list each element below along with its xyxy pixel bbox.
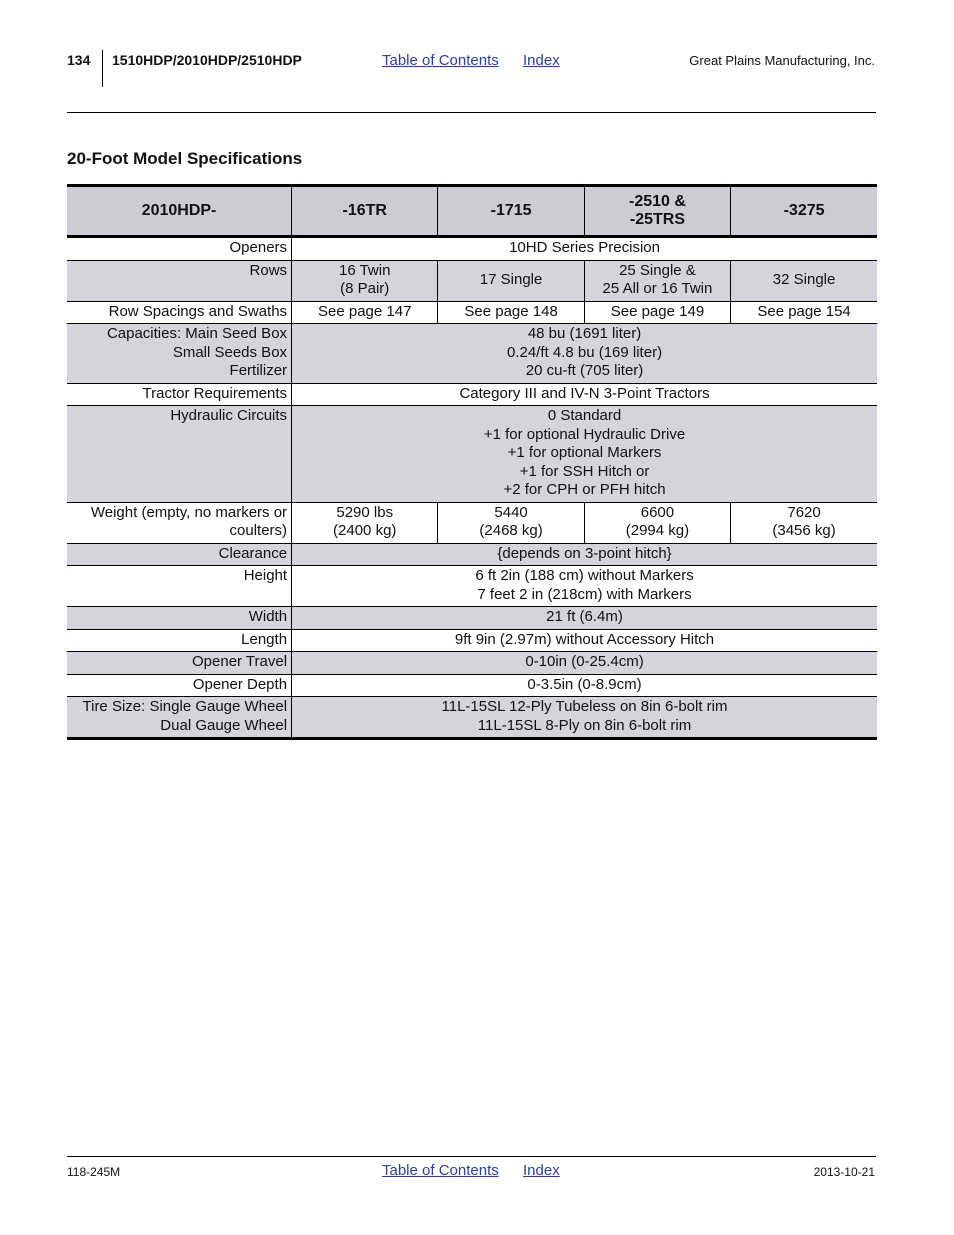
cell-text: (2468 kg) xyxy=(479,522,543,539)
cell-text: Dual Gauge Wheel xyxy=(160,716,288,734)
cell-text: 7 feet 2 in (218cm) with Markers xyxy=(477,585,692,603)
row-label xyxy=(67,566,292,607)
column-header xyxy=(438,186,584,237)
header-divider xyxy=(102,50,103,87)
cell-text: Clearance xyxy=(218,544,288,562)
cell-text: 6600 xyxy=(640,503,675,521)
row-value xyxy=(292,543,877,566)
row-value xyxy=(292,697,877,739)
cell-text: 32 Single xyxy=(772,270,836,288)
cell-text: 0-3.5in (0-8.9cm) xyxy=(527,675,642,693)
row-label xyxy=(67,502,292,543)
specifications-table xyxy=(67,184,877,740)
cell-text: {depends on 3-point hitch} xyxy=(497,544,672,562)
cell-text: Length xyxy=(241,630,288,648)
table-row xyxy=(67,697,877,739)
row-label xyxy=(67,607,292,630)
table-row xyxy=(67,383,877,406)
header-toc-link[interactable]: Table of Contents xyxy=(382,52,499,69)
column-header-line: -3275 xyxy=(783,202,825,219)
row-label xyxy=(67,652,292,675)
table-row xyxy=(67,652,877,675)
column-header xyxy=(67,186,292,237)
row-label xyxy=(67,260,292,301)
table-row xyxy=(67,324,877,384)
column-header-line: 2010HDP- xyxy=(141,202,217,219)
column-header xyxy=(731,186,877,237)
row-value xyxy=(731,260,877,301)
cell-text: Row Spacings and Swaths xyxy=(108,302,288,320)
footer-index-link[interactable]: Index xyxy=(523,1162,560,1179)
company-name: Great Plains Manufacturing, Inc. xyxy=(689,53,875,68)
cell-text: See page 154 xyxy=(757,302,851,320)
row-value xyxy=(438,301,584,324)
footer-toc-link[interactable]: Table of Contents xyxy=(382,1162,499,1179)
cell-text: Weight (empty, no markers or xyxy=(90,503,288,521)
cell-text: 0.24/ft 4.8 bu (169 liter) xyxy=(506,343,663,361)
table-row xyxy=(67,406,877,503)
table-row xyxy=(67,301,877,324)
table-header-row xyxy=(67,186,877,237)
column-header-line: -1715 xyxy=(490,202,532,219)
row-value xyxy=(292,237,877,261)
row-value xyxy=(438,260,584,301)
cell-text: 25 Single & xyxy=(619,261,696,279)
cell-text: See page 147 xyxy=(318,302,412,320)
row-value xyxy=(584,301,730,324)
column-header-line: -25TRS xyxy=(629,211,685,228)
row-value xyxy=(584,502,730,543)
row-value xyxy=(438,502,584,543)
row-value xyxy=(731,301,877,324)
cell-text: 10HD Series Precision xyxy=(509,239,660,256)
row-value xyxy=(292,324,877,384)
cell-text: Small Seeds Box xyxy=(172,343,288,361)
row-label xyxy=(67,301,292,324)
cell-text: Openers xyxy=(229,239,288,256)
cell-text: Category III and IV-N 3-Point Tractors xyxy=(459,384,710,402)
table-row xyxy=(67,607,877,630)
row-value xyxy=(292,629,877,652)
cell-text: 5440 xyxy=(494,503,528,521)
table-row xyxy=(67,674,877,697)
column-header-line: -16TR xyxy=(342,202,387,219)
cell-text: 0 Standard xyxy=(547,407,622,424)
cell-text: Opener Travel xyxy=(192,653,288,670)
cell-text: Height xyxy=(243,567,288,584)
footer-rule xyxy=(67,1156,876,1157)
cell-text: Width xyxy=(248,608,288,625)
cell-text: +1 for optional Hydraulic Drive xyxy=(483,425,686,443)
model-title: 1510HDP/2010HDP/2510HDP xyxy=(112,52,302,68)
table-row xyxy=(67,629,877,652)
cell-text: 25 All or 16 Twin xyxy=(602,280,713,297)
cell-text: +1 for optional Markers xyxy=(507,444,662,461)
cell-text: 20 cu-ft (705 liter) xyxy=(525,362,644,379)
section-title: 20-Foot Model Specifications xyxy=(67,149,303,168)
cell-text: 17 Single xyxy=(479,270,543,288)
table-row xyxy=(67,237,877,261)
row-label xyxy=(67,674,292,697)
cell-text: See page 149 xyxy=(610,302,705,320)
row-value xyxy=(292,652,877,675)
cell-text: Tire Size: Single Gauge Wheel xyxy=(82,698,288,715)
table-row xyxy=(67,566,877,607)
row-label xyxy=(67,629,292,652)
cell-text: +2 for CPH or PFH hitch xyxy=(503,481,666,498)
cell-text: 21 ft (6.4m) xyxy=(546,608,623,625)
column-header xyxy=(584,186,730,237)
cell-text: 48 bu (1691 liter) xyxy=(527,325,642,342)
row-value xyxy=(292,607,877,630)
cell-text: 11L-15SL 12-Ply Tubeless on 8in 6-bolt rim xyxy=(441,698,728,715)
row-label xyxy=(67,697,292,739)
cell-text: 7620 xyxy=(787,503,821,521)
cell-text: 5290 lbs xyxy=(336,503,394,521)
row-value xyxy=(292,566,877,607)
row-value xyxy=(584,260,730,301)
row-value xyxy=(731,502,877,543)
row-label xyxy=(67,406,292,503)
cell-text: 16 Twin xyxy=(339,261,391,279)
column-header xyxy=(292,186,438,237)
cell-text: (8 Pair) xyxy=(340,280,390,297)
cell-text: Fertilizer xyxy=(229,362,288,379)
cell-text: Rows xyxy=(249,261,288,279)
row-value xyxy=(292,260,438,301)
row-value xyxy=(292,674,877,697)
cell-text: (2994 kg) xyxy=(625,522,690,539)
column-header-line: -2510 & xyxy=(628,193,686,210)
cell-text: Opener Depth xyxy=(192,675,288,693)
cell-text: 9ft 9in (2.97m) without Accessory Hitch xyxy=(454,630,715,648)
cell-text: (3456 kg) xyxy=(772,522,836,539)
document-number: 118-245M xyxy=(67,1165,121,1179)
cell-text: See page 148 xyxy=(464,302,558,320)
table-row xyxy=(67,260,877,301)
table-row xyxy=(67,543,877,566)
row-value xyxy=(292,406,877,503)
row-value xyxy=(292,301,438,324)
cell-text: 0-10in (0-25.4cm) xyxy=(525,653,644,670)
cell-text: 11L-15SL 8-Ply on 8in 6-bolt rim xyxy=(477,716,692,734)
row-label xyxy=(67,237,292,261)
cell-text: +1 for SSH Hitch or xyxy=(519,462,650,480)
row-label xyxy=(67,543,292,566)
row-label xyxy=(67,324,292,384)
document-date: 2013-10-21 xyxy=(813,1165,875,1179)
cell-text: Tractor Requirements xyxy=(142,384,288,402)
cell-text: 6 ft 2in (188 cm) without Markers xyxy=(475,567,694,584)
header-rule xyxy=(67,112,876,113)
cell-text: Hydraulic Circuits xyxy=(170,407,288,424)
cell-text: coulters) xyxy=(229,522,288,539)
cell-text: (2400 kg) xyxy=(333,522,397,539)
header-index-link[interactable]: Index xyxy=(523,52,560,69)
cell-text: Capacities: Main Seed Box xyxy=(106,325,288,342)
row-value xyxy=(292,383,877,406)
row-value xyxy=(292,502,438,543)
table-row xyxy=(67,502,877,543)
page-number: 134 xyxy=(67,52,91,68)
row-label xyxy=(67,383,292,406)
